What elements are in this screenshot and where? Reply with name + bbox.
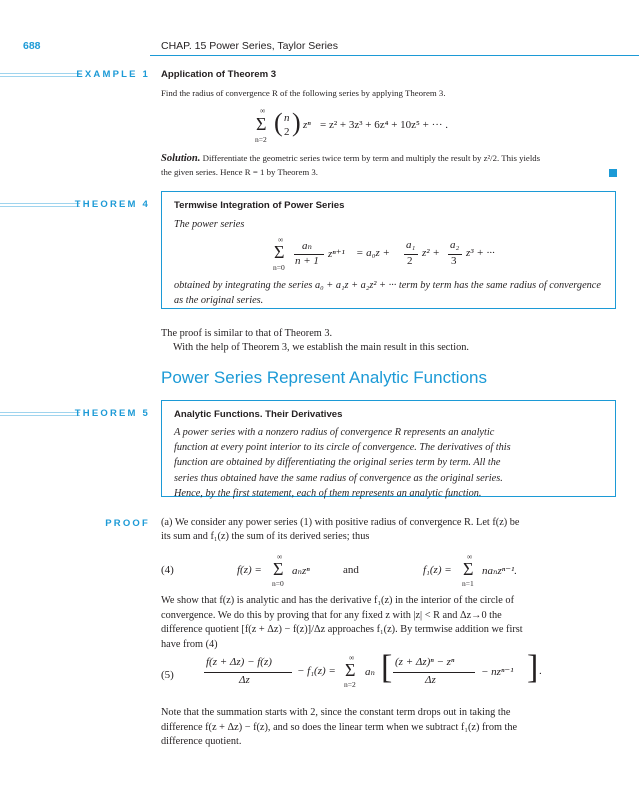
eq4-tag: (4) — [161, 564, 174, 576]
theorem5-line: A power series with a nonzero radius of convergence R represents an analytic — [174, 427, 495, 438]
t4-z-pow: zⁿ⁺¹ — [328, 248, 345, 260]
eq5-sum-bottom: n=2 — [344, 680, 356, 689]
eq5-end: . — [539, 665, 542, 677]
theorem5-line: series thus obtained have the same radius of convergence as the original series. — [174, 472, 503, 484]
solution-line2: the given series. Hence R = 1 by Theorem 3. — [161, 167, 318, 177]
proof-p2-line: have from (4) — [161, 638, 218, 650]
eq4-and: and — [343, 564, 359, 576]
bridge-line1: The proof is similar to that of Theorem 3. — [161, 328, 333, 339]
theorem4-intro: The power series — [174, 219, 245, 230]
binom-paren-left: ( — [274, 108, 283, 137]
theorem4-text: obtained by integrating the series a₀ + a₁z + a₂z² + ··· term by term has the same radius of convergence as the original series. — [174, 280, 601, 307]
eq5-mid: − f₁(z) = — [297, 665, 336, 677]
solution-label: Solution. — [161, 153, 201, 164]
equation-4 — [161, 552, 616, 588]
running-head: CHAP. 15 Power Series, Taylor Series — [161, 40, 339, 52]
eq5-inner-bar — [393, 672, 475, 673]
theorem4-title: Termwise Integration of Power Series — [174, 200, 345, 211]
t4-rhs-a: = a₀z + — [356, 247, 390, 259]
end-of-example-square — [609, 169, 617, 177]
example-series-equation — [254, 106, 514, 146]
theorem5-line: function at every point interior to its circle of convergence. The derivatives of this — [174, 442, 511, 454]
theorem5-title: Analytic Functions. Their Derivatives — [174, 409, 343, 420]
theorem5-box — [161, 400, 616, 497]
eq4-term2: naₙzⁿ⁻¹. — [482, 565, 518, 577]
sigma-icon: Σ — [274, 242, 285, 262]
t4-f2-den: 3 — [451, 255, 457, 267]
sum-top: ∞ — [260, 106, 266, 115]
eq5-tail: − nzⁿ⁻¹ — [481, 666, 514, 678]
binom-bottom: 2 — [284, 126, 290, 138]
eq4-term: aₙzⁿ — [292, 565, 310, 577]
sigma-icon: Σ — [273, 559, 284, 579]
proof-p3-line: Note that the summation starts with 2, since the constant term drops out in taking the — [161, 707, 511, 718]
t4-f1-den: 2 — [407, 255, 413, 267]
theorem5-line: Hence, by the first statement, each of them represents an analytic function. — [174, 487, 482, 499]
proof-line2: its sum and f₁(z) the sum of its derived series; thus — [161, 531, 370, 542]
proof-paragraph-3 — [161, 706, 616, 750]
eq4-sum2-top: ∞ — [467, 552, 473, 561]
t4-f2-num: a₂ — [450, 239, 460, 251]
binom-top: n — [284, 112, 290, 124]
sigma-icon: Σ — [256, 114, 267, 134]
series-rhs: = z² + 3z³ + 6z⁴ + 10z⁵ + ··· . — [320, 119, 449, 131]
theorem4-box — [161, 191, 616, 309]
proof-line1: (a) We consider any power series (1) with positive radius of convergence R. Let f(z) be — [161, 517, 520, 528]
bracket-left: [ — [381, 649, 393, 686]
eq5-inner-num: (z + Δz)ⁿ − zⁿ — [395, 656, 455, 668]
proof-p3-line: difference quotient. — [161, 736, 242, 748]
t4-z3: z³ + ··· — [466, 247, 495, 259]
header-rule — [150, 55, 639, 56]
page-number: 688 — [23, 40, 41, 52]
theorem4-equation — [272, 235, 572, 275]
eq5-num: f(z + Δz) − f(z) — [206, 656, 272, 668]
sigma-icon: Σ — [345, 660, 356, 680]
proof-p2-line: We show that f(z) is analytic and has the derivative f₁(z) in the interior of the circle of — [161, 595, 514, 606]
equation-5 — [161, 649, 616, 699]
proof-p2-line: convergence. We do this by proving that for any fixed z with |z| < R and Δz→0 the — [161, 609, 502, 621]
eq4-sum2-bottom: n=1 — [462, 579, 474, 588]
t4-sum-top: ∞ — [278, 235, 284, 244]
proof-label: PROOF — [105, 518, 150, 529]
zn-term: zⁿ — [303, 119, 311, 131]
eq4-sum-bottom: n=0 — [272, 579, 284, 588]
section-title: Power Series Represent Analytic Functions — [161, 368, 487, 387]
example-prompt: Find the radius of convergence R of the following series by applying Theorem 3. — [161, 88, 446, 98]
eq5-tag: (5) — [161, 669, 174, 681]
solution-line1 — [161, 152, 616, 165]
binom-paren-right: ) — [292, 108, 301, 137]
example-label: EXAMPLE 1 — [76, 69, 150, 80]
example-title: Application of Theorem 3 — [161, 69, 277, 80]
proof-p2-line: difference quotient [f(z + Δz) − f(z)]/Δz approaches f₁(z). By termwise addition we first — [161, 624, 523, 636]
theorem4-label: THEOREM 4 — [74, 199, 150, 210]
t4-z2: z² + — [422, 247, 440, 259]
solution-text: Differentiate the geometric series twice term by term and multiply the result by z²/2. This yields — [202, 153, 541, 163]
bracket-right: ] — [527, 649, 539, 686]
eq5-den: Δz — [239, 674, 250, 686]
t4-frac-num: aₙ — [302, 240, 312, 252]
proof-paragraph-2 — [161, 594, 616, 652]
eq5-inner-den: Δz — [425, 674, 436, 686]
eq4-left: f(z) = — [237, 564, 262, 576]
bridge-line2: With the help of Theorem 3, we establish the main result in this section. — [173, 342, 469, 353]
eq4-right: f₁(z) = — [423, 564, 452, 576]
t4-sum-bottom: n=0 — [273, 263, 285, 272]
eq4-sum-top: ∞ — [277, 552, 283, 561]
sigma-icon: Σ — [463, 559, 474, 579]
eq5-sum-top: ∞ — [349, 653, 355, 662]
proof-p3-line: difference f(z + Δz) − f(z), and so does the linear term when we subtract f₁(z) from the — [161, 721, 518, 733]
sum-bottom: n=2 — [255, 135, 267, 144]
t4-frac-den: n + 1 — [295, 255, 319, 267]
theorem5-label: THEOREM 5 — [74, 408, 150, 419]
eq5-an: aₙ — [365, 666, 375, 678]
theorem5-text — [174, 425, 604, 501]
theorem5-line: function are obtained by differentiating the original series term by term. All the — [174, 457, 501, 469]
t4-f1-num: a₁ — [406, 239, 416, 251]
eq5-frac-bar — [204, 672, 292, 673]
